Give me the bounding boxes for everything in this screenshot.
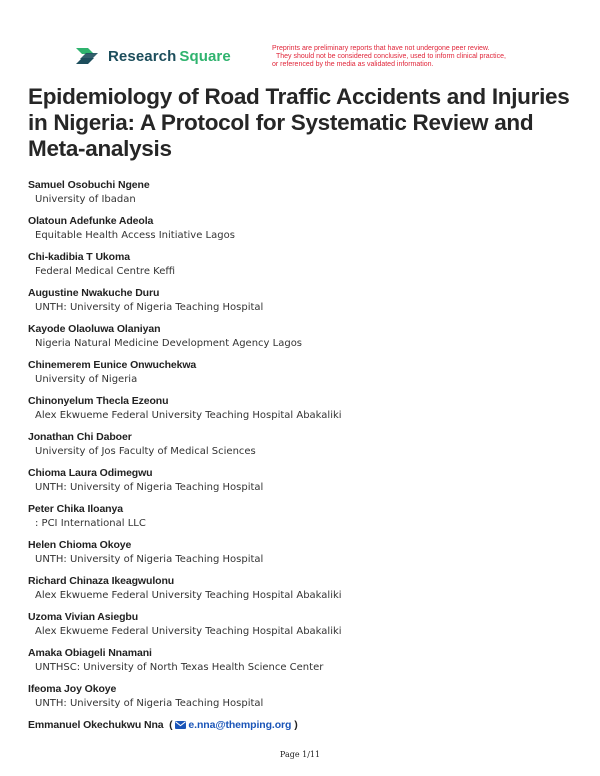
logo-word-research: Research: [108, 47, 177, 65]
author-entry: [28, 682, 576, 718]
author-name[interactable]: Kayode Olaoluwa Olaniyan: [28, 323, 161, 335]
author-affiliation: UNTH: University of Nigeria Teaching Hospital: [35, 482, 264, 493]
author-affiliation: University of Ibadan: [35, 194, 136, 205]
author-affiliation: University of Nigeria: [35, 374, 138, 385]
author-entry: [28, 322, 576, 358]
email-contact: [166, 719, 297, 731]
author-name[interactable]: Jonathan Chi Daboer: [28, 431, 132, 443]
author-name[interactable]: Amaka Obiageli Nnamani: [28, 647, 152, 659]
author-affiliation: Alex Ekwueme Federal University Teaching Hospital Abakaliki: [35, 626, 342, 637]
research-square-logo[interactable]: [74, 44, 231, 68]
preprint-disclaimer: [272, 45, 562, 69]
author-name[interactable]: Helen Chioma Okoye: [28, 539, 132, 551]
logo-word-square: Square: [179, 47, 231, 65]
author-affiliation: Federal Medical Centre Keffi: [35, 266, 176, 277]
author-affiliation: UNTHSC: University of North Texas Health Science Center: [35, 662, 324, 673]
author-affiliation: University of Jos Faculty of Medical Sciences: [35, 446, 256, 457]
author-entry: [28, 610, 576, 646]
disclaimer-line: Preprints are preliminary reports that have not undergone peer review.: [272, 45, 490, 52]
author-affiliation: Nigeria Natural Medicine Development Agency Lagos: [35, 338, 303, 349]
disclaimer-line: or referenced by the media as validated information.: [272, 61, 434, 68]
author-affiliation: UNTH: University of Nigeria Teaching Hospital: [35, 554, 264, 565]
author-affiliation: UNTH: University of Nigeria Teaching Hospital: [35, 302, 264, 313]
author-entry: [28, 178, 576, 214]
author-name[interactable]: Augustine Nwakuche Duru: [28, 287, 160, 299]
author-name[interactable]: Richard Chinaza Ikeagwulonu: [28, 575, 175, 587]
author-entry: [28, 574, 576, 610]
author-entry: [28, 286, 576, 322]
author-entry: [28, 358, 576, 394]
logo-wordmark: [108, 48, 231, 65]
email-link[interactable]: e.nna@themping.org: [188, 719, 292, 731]
envelope-icon: [175, 721, 186, 729]
author-name[interactable]: Uzoma Vivian Asiegbu: [28, 611, 139, 623]
author-entry: [28, 394, 576, 430]
author-entry: [28, 214, 576, 250]
corresponding-author-entry: [28, 718, 576, 754]
author-list: [28, 178, 576, 754]
corresponding-author-name: [28, 718, 576, 732]
author-entry: [28, 250, 576, 286]
author-entry: [28, 538, 576, 574]
email-close-paren: ): [294, 719, 298, 731]
author-entry: [28, 466, 576, 502]
page-number: Page 1/11: [279, 750, 321, 759]
author-name[interactable]: Olatoun Adefunke Adeola: [28, 215, 154, 227]
email-open-paren: (: [169, 719, 173, 731]
author-entry: [28, 430, 576, 466]
author-affiliation: Alex Ekwueme Federal University Teaching Hospital Abakaliki: [35, 590, 342, 601]
author-affiliation: Alex Ekwueme Federal University Teaching Hospital Abakaliki: [35, 410, 342, 421]
author-name[interactable]: Chi-kadibia T Ukoma: [28, 251, 130, 263]
author-affiliation: Equitable Health Access Initiative Lagos: [35, 230, 235, 241]
disclaimer-line: They should not be considered conclusive, used to inform clinical practice,: [276, 53, 506, 60]
author-name[interactable]: Chioma Laura Odimegwu: [28, 467, 153, 479]
author-affiliation: : PCI International LLC: [35, 518, 146, 529]
research-square-logo-icon: [74, 44, 102, 68]
author-name[interactable]: Samuel Osobuchi Ngene: [28, 179, 150, 191]
author-name[interactable]: Peter Chika Iloanya: [28, 503, 123, 515]
paper-title: Epidemiology of Road Traffic Accidents and Injuries in Nigeria: A Protocol for Systematic Review and Meta-analysis: [28, 84, 570, 161]
author-name[interactable]: Chinonyelum Thecla Ezeonu: [28, 395, 169, 407]
author-entry: [28, 646, 576, 682]
author-name[interactable]: Emmanuel Okechukwu Nna: [28, 719, 164, 731]
author-name[interactable]: Ifeoma Joy Okoye: [28, 683, 117, 695]
author-affiliation: UNTH: University of Nigeria Teaching Hospital: [35, 698, 264, 709]
author-name[interactable]: Chinemerem Eunice Onwuchekwa: [28, 359, 197, 371]
page-header: [74, 44, 554, 74]
author-entry: [28, 502, 576, 538]
